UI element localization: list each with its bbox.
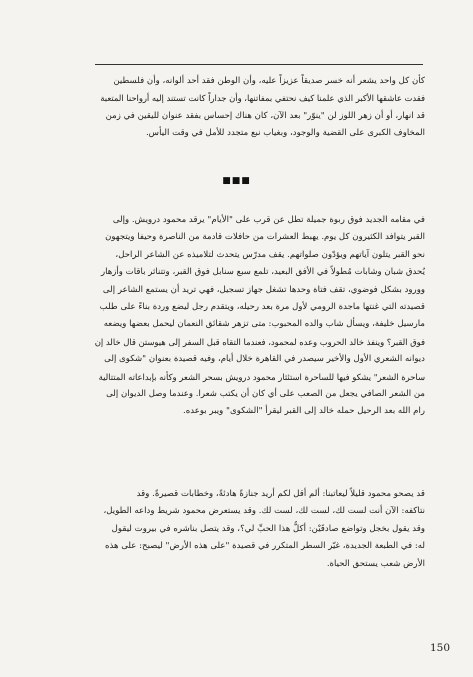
text-line: فوق القبر؟ وينفذ خالد الحروب وعده لمحمود، فعندما التقاه قبل السفر إلى هيوستن قال خالد إن: [95, 336, 425, 347]
top-rule: [95, 64, 423, 65]
text-line: ديوانه الشعري الأول والأخير سيصدر في القاهرة خلال أيام، وفيه قصيدة بعنوان "شكوى إلى: [104, 354, 425, 365]
text-line: وورود بشكل فوضوي، تقف فتاة وحدها تشغل جهاز تسجيل، فهي تريد أن يستمع الشاعر إلى: [102, 284, 425, 295]
text-line: نحو القبر يتلون آياتهم ويؤدّون صلواتهم. يقف مدرّس يتحدث لتلاميذه عن الشاعر الراحل،: [115, 249, 425, 260]
page-number: 150: [429, 642, 450, 654]
text-line: قد انهار، أو أن زهر اللوز لن "ينوّر" بعد الآن، كان هناك إحساس بفقد عنوان لليقين في زمن: [105, 110, 425, 121]
section-separator: ■■■: [222, 176, 251, 186]
text-line: كأن كل واحد يشعر أنه خسر صديقاً عزيزاً عليه، وأن الوطن فقد أحد ألوانه، وأن فلسطين: [113, 76, 425, 86]
text-line: فقدت عاشقها الأكبر الذي علمنا كيف نحتفي بمفاتنها، وأن جداراً كانت تستند إليه أرواحنا المتعبة: [100, 93, 425, 104]
text-line: قصيدته التي غنتها ماجدة الرومي لأول مرة بعد رحيله، ويتقدم رجل ليضع وردة بناءً على طلب: [99, 301, 425, 312]
text-line: قد يصحو محمود قليلاً ليعاتبنا: ألم أقل لكم أريد جنازةً هادئةً، وخطابات قصيرةً. وقد: [136, 489, 425, 499]
paragraph-2: [95, 212, 425, 421]
text-line: نتاكفه: الآن أنت لست لك، لست لك، لست لك. وقد يستعرض محمود شريط وداعه الطويل،: [103, 506, 425, 517]
text-line: ساحرة الشعر" يشكو فيها للساحرة استئثار محمود درويش بسحر الشعر وكأنه بإبداعاته المتتالية: [98, 371, 425, 382]
text-line: الأرض شعب يستحق الحياة.: [326, 558, 425, 569]
text-line: القبر يتوافد الكثيرون كل يوم. يهبط العشرات من حافلات قادمة من الناصرة وحيفا ويتجهون: [105, 232, 425, 243]
text-line: المخاوف الكبرى على القضية والوجود، وبغياب نبع متجدد للأمل في وقت اليأس.: [145, 128, 425, 139]
text-line: يُحدق شبان وشابات مُطولاً في الأفق البعيد، تلمع سبع سنابل فوق القبر، وتتناثر باقات وأزهار: [100, 267, 425, 278]
text-line: من الشعر الصافي يجعل من الصعب على أي كان أن يكتب شعرا. وعندما وصل الديوان إلى: [106, 388, 425, 399]
text-line: رام الله بعد الرحيل حمله خالد إلى القبر ليقرأ "الشكوى" ويبر بوعده.: [183, 406, 425, 417]
text-line: وقد يقول بخجل وتواضع صادقَيْن: أكلُّ هذا الحبِّ لي؟، وقد يتصل بناشره في بيروت ليقول: [111, 523, 425, 534]
text-line: مارسيل خليفة، ويسأل شاب والده المحبوب: متى تزهر شقائق النعمان ليحمل بعضها ويضعه: [103, 319, 425, 330]
text-line: له: في الطبعة الجديدة، غيّر السطر المتكرر في قصيدة "على هذه الأرض" ليصبح: على هذه: [104, 541, 425, 552]
paragraph-3: [95, 486, 425, 573]
paragraph-1: [95, 73, 425, 143]
text-line: في مقامه الجديد فوق ربوة جميلة تطل عن قرب على "الأيام" يرقد محمود درويش. وإلى: [112, 215, 425, 225]
